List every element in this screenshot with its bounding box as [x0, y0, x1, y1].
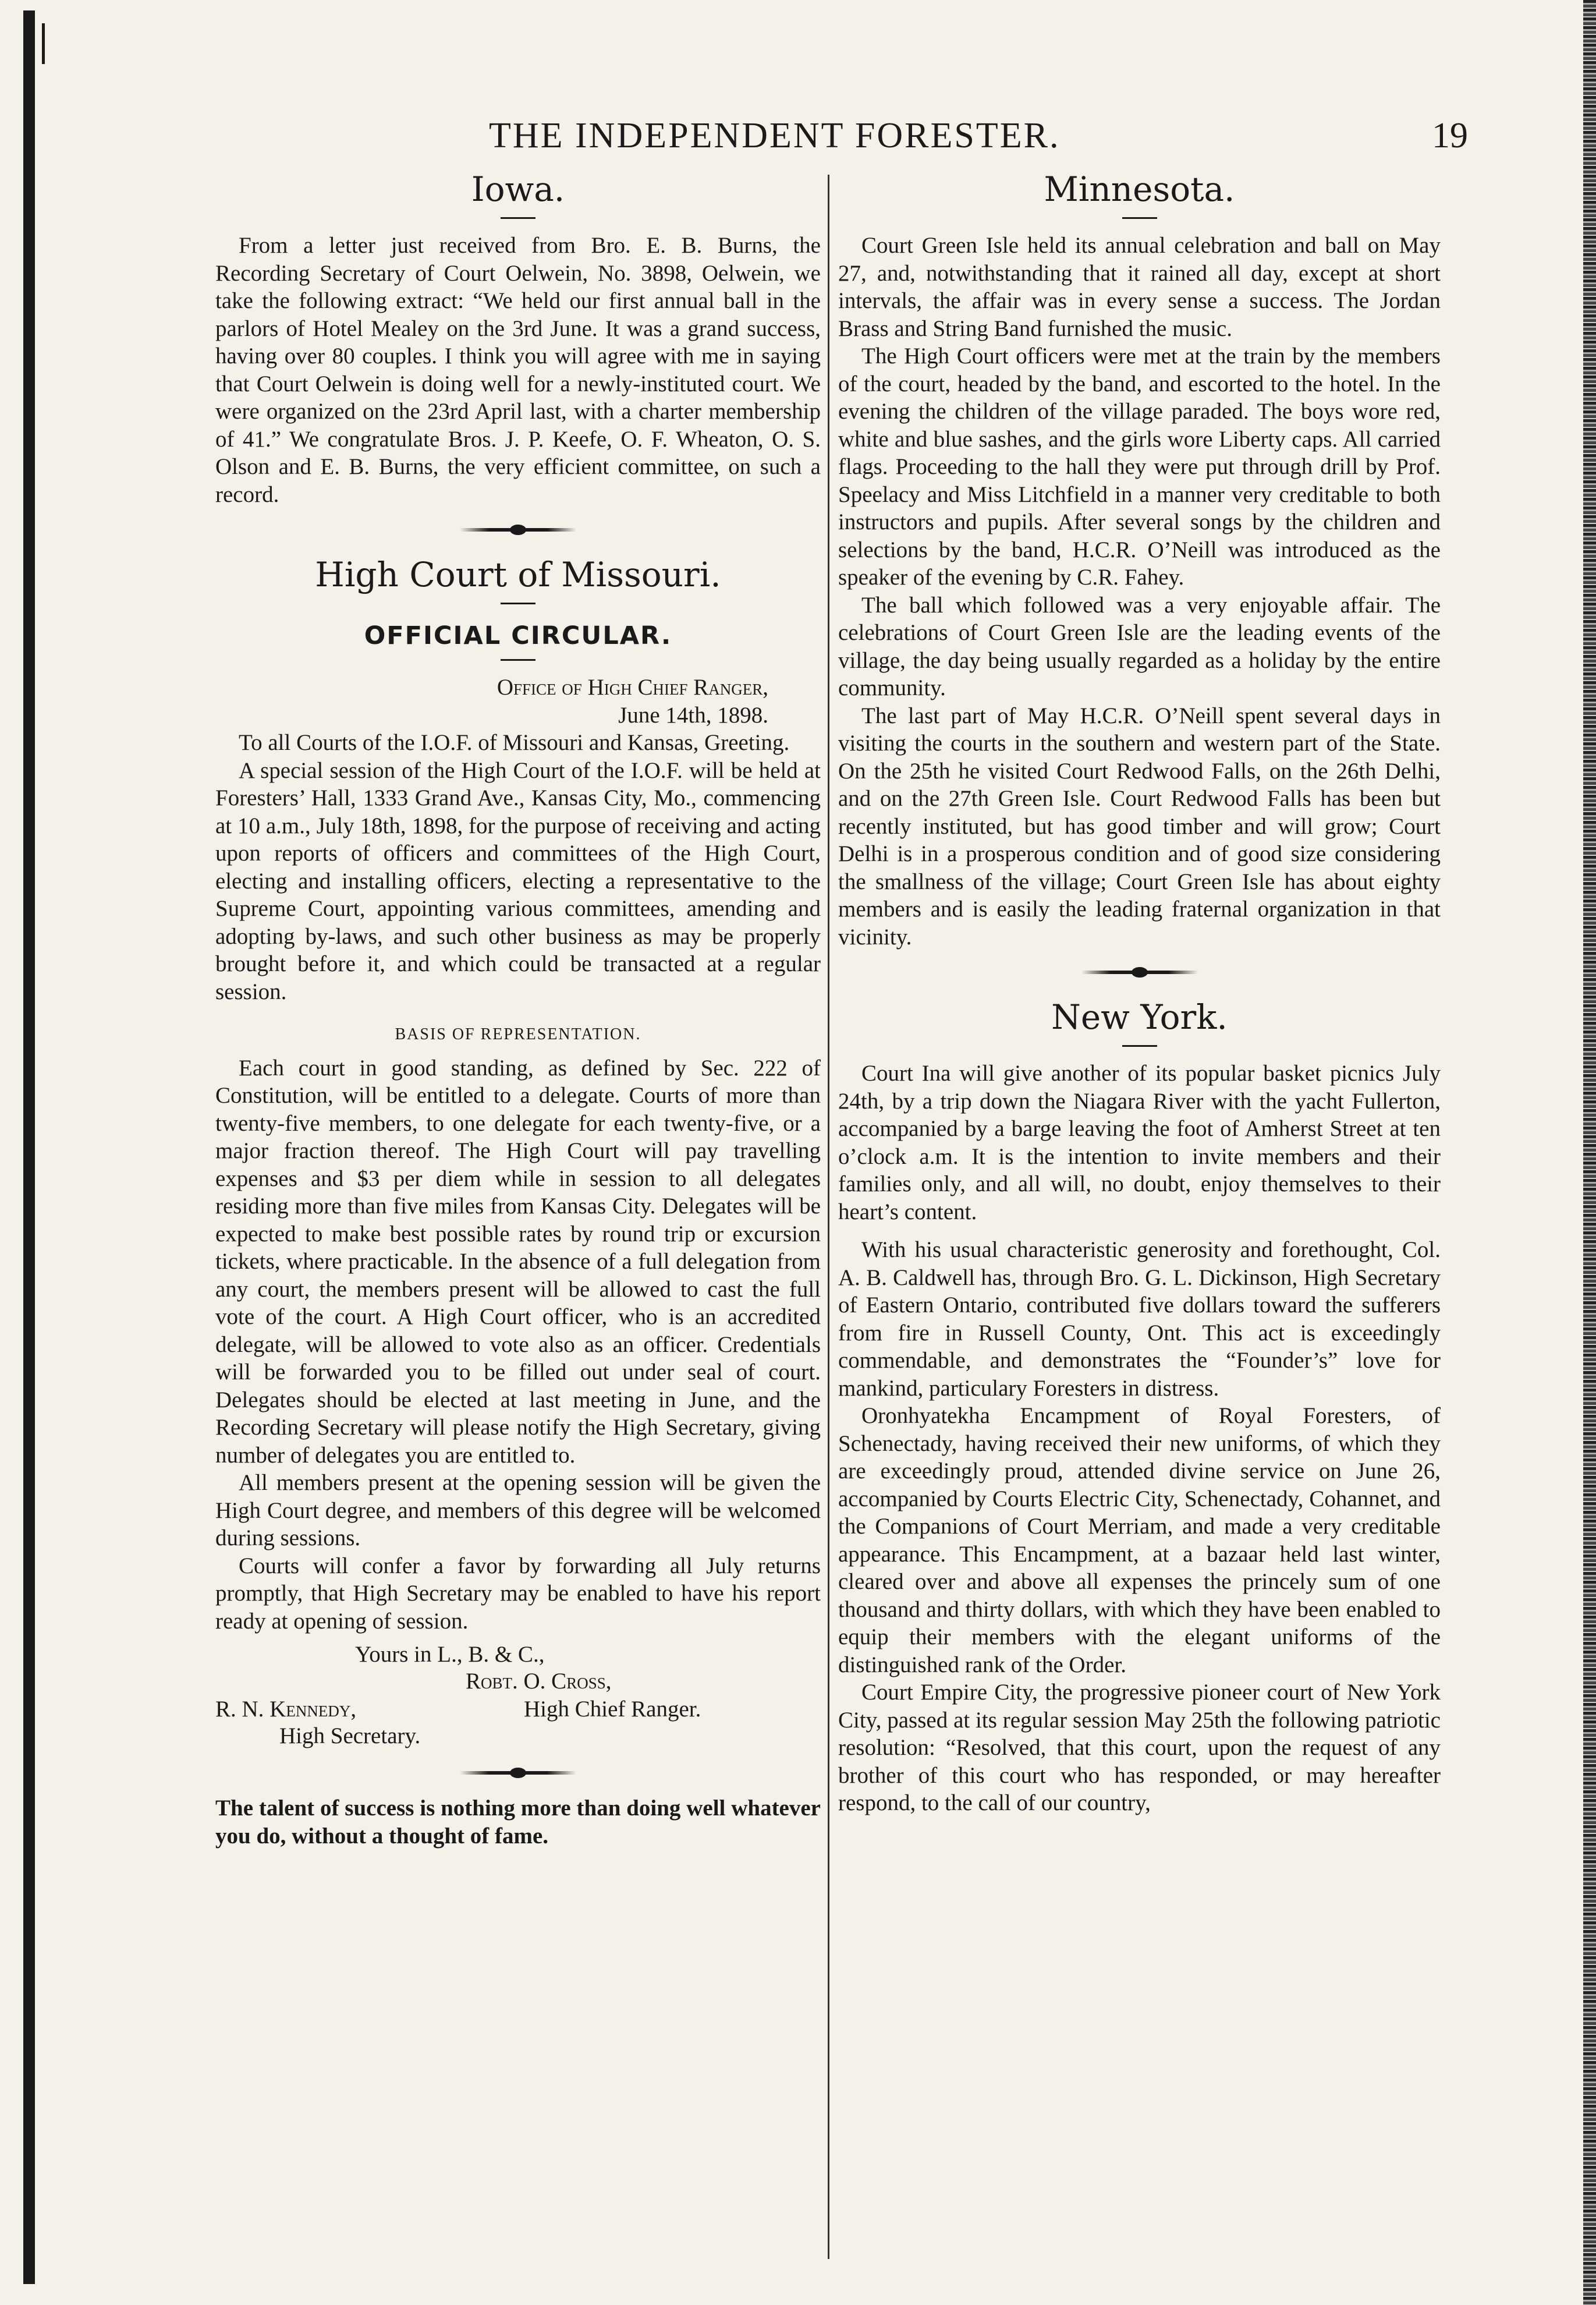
running-title: THE INDEPENDENT FORESTER. — [489, 116, 1061, 155]
page-edge-scan-artifact — [1583, 0, 1596, 2305]
basis-heading: BASIS OF REPRESENTATION. — [395, 1025, 641, 1043]
minnesota-section — [838, 166, 1441, 951]
circular-paragraph-3: All members present at the opening session will be given the High Court degree, and members of this degree will be welcomed during sessions. — [215, 1470, 821, 1550]
minnesota-paragraph-3: The ball which followed was a very enjoyable affair. The celebrations of Court Green Isle are the leading events of the village, the day being usually regarded as a holiday by the entire community. — [838, 592, 1441, 700]
binding-edge-rule — [23, 10, 35, 2284]
binding-edge-tick — [42, 23, 45, 64]
left-column — [215, 166, 821, 1850]
section-heading-missouri: High Court of Missouri. — [315, 555, 721, 594]
filler-motto: The talent of success is nothing more than doing well whatever you do, without a thought of fame. — [215, 1796, 821, 1849]
newyork-paragraph-2: With his usual characteristic generosity and forethought, Col. A. B. Caldwell has, through Bro. G. L. Dickinson, High Secretary of Eastern Ontario, contributed five dollars toward the sufferers from fire in Russell County, Ont. This act is exceedingly commendable, and demonstrates the “Founder’s” love for mankind, particulary Foresters in distress. — [838, 1237, 1441, 1401]
paragraph-gap — [838, 1226, 1441, 1236]
office-date: June 14th, 1898. — [618, 702, 768, 728]
newyork-section — [838, 994, 1441, 1817]
iowa-paragraph: From a letter just received from Bro. E. B. Burns, the Recording Secretary of Court Oelwein, No. 3898, Oelwein, we take the following extract: “We held our first annual ball in the parlors of Hotel Mealey on the 3rd June. It was a grand success, having over 80 couples. I think you will agree with me in saying that Court Oelwein is doing well for a newly-instituted court. We were organized on the 23rd April last, with a charter membership of 41.” We congratulate Bros. J. P. Keefe, O. F. Wheaton, O. S. Olson and E. B. Burns, the very efficient committee, on such a record. — [215, 233, 821, 507]
newyork-paragraph-3: Oronhyatekha Encampment of Royal Foresters, of Schenectady, having received their new uniforms, of which they are exceedingly proud, attended divine service on June 26, accompanied by Courts Electric City, Schenectady, Cohannet, and the Companions of Court Merriam, and made a very creditable appearance. This Encampment, at a bazaar held last winter, cleared over and above all expenses the princely sum of one thousand and thirty dollars, with which they have been enabled to equip their members with the elegant uniforms of the distinguished rank of the Order. — [838, 1403, 1441, 1677]
section-heading-minnesota: Minnesota. — [1044, 169, 1235, 209]
right-column — [838, 166, 1441, 1817]
office-line-text: Office of High Chief Ranger, — [496, 675, 768, 700]
circular-paragraph-4: Courts will confer a favor by forwarding all July returns promptly, that High Secretary may be enabled to have his report ready at opening of session. — [215, 1553, 821, 1634]
column-rule — [828, 175, 829, 2259]
section-ornament — [460, 528, 576, 532]
minnesota-paragraph-1: Court Green Isle held its annual celebration and ball on May 27, and, notwithstanding that it rained all day, except at short intervals, the affair was in every sense a success. The Jordan Brass and String Band furnished the music. — [838, 233, 1441, 341]
section-ornament — [1081, 971, 1198, 974]
section-heading-newyork: New York. — [1051, 997, 1228, 1037]
heading-dash — [1122, 1045, 1157, 1047]
section-heading-iowa: Iowa. — [471, 169, 565, 209]
heading-dash — [501, 659, 535, 661]
circular-paragraph-1: A special session of the High Court of the I.O.F. will be held at Foresters’ Hall, 1333 Grand Ave., Kansas City, Mo., commencing at 10 a.m., July 18th, 1898, for the purpose of receiving and acting upon reports of officers and committees of the High Court, electing and installing officers, electing a representative to the Supreme Court, appointing various committees, amending and adopting by-laws, and such other business as may be properly brought before it, and which could be transacted at a regular session. — [215, 757, 821, 1004]
signer-2-title: High Secretary. — [279, 1723, 421, 1748]
signer-1-name: Robt. O. Cross, — [466, 1669, 612, 1694]
section-ornament — [460, 1771, 576, 1775]
heading-dash — [501, 603, 535, 604]
missouri-section — [215, 551, 821, 1751]
signature-block — [215, 1635, 821, 1751]
circular-paragraph-2: Each court in good standing, as defined by Sec. 222 of Constitution, will be entitled to a delegate. Courts of more than twenty-five members, to one delegate for each twenty-five, or a major fraction thereof. The High Court will pay travelling expenses and $3 per diem while in session to all delegates residing more than five miles from Kansas City. Delegates will be expected to make best possible rates by round trip or excursion tickets, where practicable. In the absence of a full delegation from any court, the members present will be allowed to cast the full vote of the court. A High Court officer, who is an accredited delegate, will be allowed to vote also as an officer. Credentials will be forwarded you to be filled out under seal of court. Delegates should be elected at last meeting in June, and the Recording Secretary will please notify the High Secretary, giving number of delegates you are entitled to. — [215, 1055, 821, 1468]
office-line — [215, 674, 821, 702]
heading-dash — [1122, 217, 1157, 219]
iowa-section — [215, 166, 821, 508]
salutation: To all Courts of the I.O.F. of Missouri and Kansas, Greeting. — [239, 730, 790, 755]
circular-subheading: OFFICIAL CIRCULAR. — [364, 621, 672, 650]
minnesota-paragraph-2: The High Court officers were met at the train by the members of the court, headed by the band, and escorted to the hotel. In the evening the children of the village paraded. The boys wore red, white and blue sashes, and the girls wore Liberty caps. All carried flags. Proceeding to the hall they were put through drill by Prof. Speelacy and Miss Litchfield in a manner very creditable to both instructors and pupils. After several songs by the children and selections by the band, H.C.R. O’Neill was introduced as the speaker of the evening by C.R. Fahey. — [838, 344, 1441, 590]
minnesota-paragraph-4: The last part of May H.C.R. O’Neill spent several days in visiting the courts in the southern and western part of the State. On the 25th he visited Court Redwood Falls, on the 26th Delhi, and on the 27th Green Isle. Court Redwood Falls has been but recently instituted, but has good timber and will grow; Court Delhi is in a prosperous condition and of good size considering the smallness of the village; Court Green Isle has about eighty members and is easily the leading fraternal organization in that vicinity. — [838, 703, 1441, 950]
heading-dash — [501, 217, 535, 219]
newyork-paragraph-1: Court Ina will give another of its popular basket picnics July 24th, by a trip down the Niagara River with the yacht Fullerton, accompanied by a barge leaving the foot of Amherst Street at ten o’clock a.m. It is the intention to invite members and their families only, and all will, no doubt, enjoy themselves to their heart’s content. — [838, 1061, 1441, 1224]
signer-1-title: High Chief Ranger. — [524, 1697, 701, 1722]
page-number: 19 — [1432, 116, 1468, 155]
closing-line: Yours in L., B. & C., — [355, 1642, 545, 1667]
signer-2-name: R. N. Kennedy, — [215, 1697, 357, 1722]
newyork-paragraph-4: Court Empire City, the progressive pioneer court of New York City, passed at its regular session May 25th the following patriotic resolution: “Resolved, that this court, upon the request of any brother of this court who has responded, or may hereafter respond, to the call of our country, — [838, 1680, 1441, 1815]
